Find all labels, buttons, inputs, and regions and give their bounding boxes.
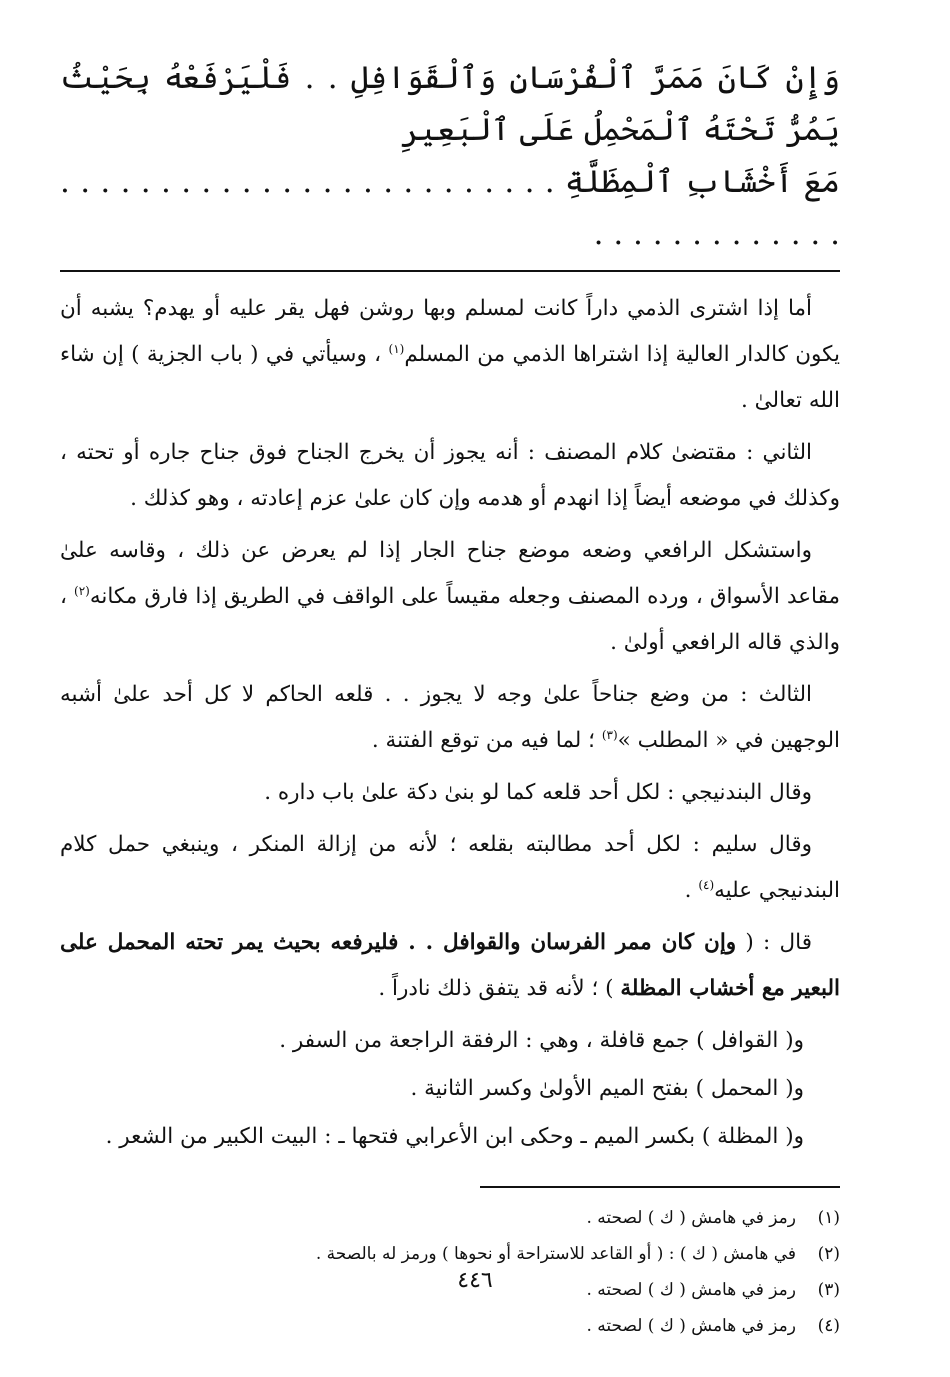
quoted-matn: وإن كان ممر الفرسان والقوافل . . فليرفعه بحيث يمر تحته المحمل على البعير مع أخشاب المظلة <box>60 930 840 1001</box>
footnote-1: (١)رمز في هامش ( ك ) لصحته . <box>586 1208 840 1228</box>
matn-text <box>60 52 840 260</box>
footnote-ref-1[interactable]: (١) <box>388 341 405 356</box>
paragraph-6: وقال سليم : لكل أحد مطالبته بقلعه ؛ لأنه من إزالة المنكر ، وينبغي حمل كلام البندنيجي عليه$^{(٤)}$ . <box>60 832 840 903</box>
paragraph-1: أما إذا اشترى الذمي داراً كانت لمسلم وبها روشن فهل يقر عليه أو يهدم؟ يشبه أن يكون كالدار العالية إذا اشتراها الذمي من المسلم$^{(١)}$ ، وسيأتي في ( باب الجزية ) إن شاء الله تعالىٰ . <box>60 296 841 413</box>
paragraph-5: وقال البندنيجي : لكل أحد قلعه كما لو بنىٰ دكة علىٰ باب داره . <box>264 780 812 805</box>
matn-line-1: وَإِنْ كَانَ مَمَرَّ ٱلْفُرْسَانِ وَٱلْقَوَافِلِ . . فَلْيَرْفَعْهُ بِحَيْثُ يَمُرُّ تَحْتَهُ ٱلْمَحْمِلُ عَلَى ٱلْبَعِيرِ <box>60 60 840 148</box>
paragraph-7: قال : ( وإن كان ممر الفرسان والقوافل . . فليرفعه بحيث يمر تحته المحمل على البعير مع أخشاب المظلة ) ؛ لأنه قد يتفق ذلك نادراً . <box>60 930 840 1001</box>
gloss-mizalla: و( المظلة ) بكسر الميم ـ وحكى ابن الأعرابي فتحها ـ : البيت الكبير من الشعر . <box>105 1124 804 1149</box>
footnote-ref-3[interactable]: (٣) <box>601 727 618 742</box>
footnote-3: (٣)رمز في هامش ( ك ) لصحته . <box>586 1280 840 1300</box>
paragraph-3: واستشكل الرافعي وضعه موضع جناح الجار إذا لم يعرض عن ذلك ، وقاسه علىٰ مقاعد الأسواق ، ورده المصنف وجعله مقيساً على الواقف في الطريق إذا فارق مكانه$^{(٢)}$ ، والذي قاله الرافعي أولىٰ . <box>60 538 840 655</box>
footnote-2: (٢)في هامش ( ك ) : ( أو القاعد للاستراحة أو نحوها ) ورمز له بالصحة . <box>315 1244 840 1264</box>
paragraph-4: الثالث : من وضع جناحاً علىٰ وجه لا يجوز . . قلعه الحاكم لا كل أحد علىٰ أشبه الوجهين في « المطلب »$^{(٣)}$ ؛ لما فيه من توقع الفتنة . <box>60 682 840 753</box>
footnote-divider <box>480 1186 840 1188</box>
gloss-qawafil: و( القوافل ) جمع قافلة ، وهي : الرفقة الراجعة من السفر . <box>279 1028 804 1053</box>
commentary <box>60 286 840 1160</box>
gloss-mahmil: و( المحمل ) بفتح الميم الأولىٰ وكسر الثانية . <box>410 1076 804 1101</box>
page-number: ٤٤٦ <box>457 1268 493 1293</box>
footnote-ref-2[interactable]: (٢) <box>74 583 90 598</box>
matn-divider <box>60 270 840 272</box>
matn-line-2: مَعَ أَخْشَابِ ٱلْمِظَلَّةِ . . . . . . . . . . . . . . . . . . . . . . . . . . . . . . . . . . . . . . <box>60 164 840 252</box>
page-body <box>60 52 840 1344</box>
footnote-ref-4[interactable]: (٤) <box>698 877 715 892</box>
footnote-4: (٤)رمز في هامش ( ك ) لصحته . <box>586 1316 840 1336</box>
paragraph-2: الثاني : مقتضىٰ كلام المصنف : أنه يجوز أن يخرج الجناح فوق جناح جاره أو تحته ، وكذلك في موضعه أيضاً إذا انهدم أو هدمه وإن كان علىٰ عزم إعادته ، وهو كذلك . <box>60 440 840 511</box>
